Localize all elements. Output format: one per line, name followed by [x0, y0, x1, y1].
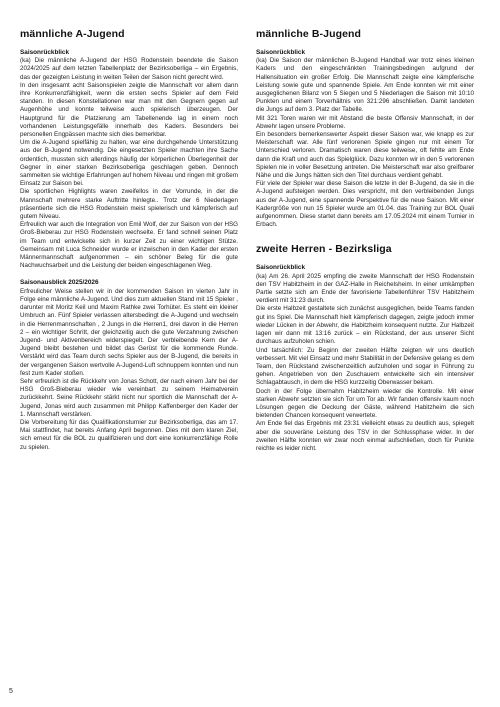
right-column [256, 28, 474, 453]
paragraph: In den insgesamt acht Saisonspielen zeigte die Mannschaft vor allem dann ihre Konkurrenzfähigkeit, wenn die ersten sechs Spieler auf dem Feld standen. In diesen Konstellationen war man mit den Gegnern gegen auf Augenhöhe und konnte teilweise auch spielerisch überzeugen. Der Hauptgrund für die Platzierung am Tabellenende lag in einem noch vorhandenen Leistungsgefälle innerhalb des Kaders. Besonders bei personellen Engpässen machte sich dies bemerkbar. [20, 81, 238, 139]
paragraph: Und tatsächlich: Zu Beginn der zweiten Hälfte zeigten wir uns deutlich verbessert. Mit viel Einsatz und mehr Stabilität in der Defensive gelang es dem Team, den Rückstand zwischenzeitlich aufzuholen und sogar in Führung zu gehen. Angetrieben von den Zuschauern entwickelte sich ein intensiver Schlagabtausch, in dem die HSG kurzzeitig Oberwasser bekam. [256, 346, 474, 387]
paragraph: Um die A-Jugend spielfähig zu halten, war eine durchgehende Unterstützung aus der B-Jugend notwendig. Die eingesetzten Spieler machten ihre Sache ordentlich, mussten sich allerdings häufig der körperlichen Überlegenheit der Gegner in einer starken Bezirksoberliga geschlagen geben. Dennoch sammelten sie wichtige Erfahrungen auf hohem Niveau und ringen mit großem Einsatz zur Saison bei. [20, 139, 238, 188]
paragraph: Die sportlichen Highlights waren zweifellos in der Vorrunde, in der die Mannschaft mehrere starke Auftritte hinlegte.. Trotz der 6 Niederlagen präsentierte sich die HSG Rodenstein meist spielerisch und kämpferisch auf gutem Niveau. [20, 188, 238, 221]
subheading-saisonrueckblick-herren: Saisonrückblick [256, 264, 306, 272]
page-number: 5 [9, 688, 13, 695]
paragraph: (ka) Am 26. April 2025 empfing die zweite Mannschaft der HSG Rodenstein den TSV Habitzheim in der GAZ-Halle in Reichelsheim. In einer umkämpften Partie setzte sich am Ende der favorisierte Tabellenführer TSV Habitzheim verdient mit 31:23 durch. [256, 272, 474, 305]
paragraph: Erfreulich war auch die Integration von Emil Wolf, der zur Saison von der HSG Groß-Bieberau zur HSG Rodenstein wechselte. Er fand schnell seinen Platz im Team und entwickelte sich in kurzer Zeit zu einer wichtigen Stütze. Gemeinsam mit Luca Schneider wurde er inzwischen in den Kader der ersten Männermannschaft aufgenommen – ein schöner Beleg für die gute Nachwuchsarbeit und die Leistung der beiden eingeschlagenen Weg. [20, 221, 238, 270]
paragraph: Mit 321 Toren waren wir mit Abstand die beste Offensiv Mannschaft, in der Abwehr lagen unsere Probleme. [256, 114, 474, 130]
left-column [20, 28, 238, 452]
paragraph: Am Ende fiel das Ergebnis mit 23:31 vielleicht etwas zu deutlich aus, spiegelt aber die souveräne Leistung des TSV in der Schlussphase wider. In der zweiten Hälfte konnten wir zwar noch einmal aufschließen, doch für Punkte reichte es leider nicht. [256, 420, 474, 452]
paragraph: Ein besonders bemerkenswerter Aspekt dieser Saison war, wie knapp es zur Meisterschaft war. Alle fünf verlorenen Spiele gingen nur mit einem Tor Unterschied verloren. Dramatisch waren diese teilweise, oft fehlte am Ende dann die Kraft und auch das Spielglück. Dazu konnten wir in den 5 verlorenen Spielen nie in voller Besetzung antreten. Die Meisterschaft war also greifbarer Nähe und die Jungs hätten sich den Titel durchaus verdient gehabt. [256, 131, 474, 180]
subheading-saisonrueckblick-b: Saisonrückblick [256, 49, 306, 56]
section-heading-b-jugend: männliche B-Jugend [256, 28, 362, 40]
subheading-saisonausblick: Saisonausblick 2025/2026 [20, 279, 99, 287]
paragraph: Die Vorbereitung für das Qualifikationsturnier zur Bezirksoberliga, das am 17. Mai stattfindet, hat bereits Anfang April begonnen. Dies mit dem klaren Ziel, sich erneut für die BOL zu qualifizieren und dort eine konkurrenzfähige Rolle zu spielen. [20, 418, 238, 451]
paragraph: (ka) Die Saison der männlichen B-Jugend Handball war trotz eines kleinen Kaders und den eingeschränkten Trainingsbedingen aufgrund der Hallensituation ein großer Erfolg. Die Mannschaft zeigte eine kämpferische Leistung sowie gute und spannende Spiele. Am Ende konnten wir mit einer ausgeglichenen Bilanz von 5 Siegen und 5 Niederlagen die Saison mit 10:10 Punkten und einem Torverhältnis von 321:296 abschließen. Damit landeten die Jungs auf dem 3. Platz der Tabelle. [256, 57, 474, 114]
paragraph: Erfreulicher Weise stellen wir in der kommenden Saison im vierten Jahr in Folge eine männliche A-Jugend. Und dies zum aktuellen Stand mit 15 Spieler , darunter mit Moritz Keil und Maxim Rathke zwei Torhüter. Es steht ein kleiner Umbruch an. Fünf Spieler verlassen altersbedingt die A-Jugend und wechseln in die Herrenmannschaften , 2 Jungs in die Herren1, drei davon in die Herren 2 – ein wichtiger Schritt, der gleichzeitig auch die gute Verzahnung zwischen Jugend- und Aktivenbereich widerspiegelt. Der verbleibende Kern der A-Jugend bleibt bestehen und bildet das Gerüst für die kommende Runde. Verstärkt wird das Team durch sechs Spieler aus der B-Jugend, die bereits in der vergangenen Saison wertvolle A-Jugend-Luft schnuppern konnten und nun fest zum Kader stoßen. [20, 287, 238, 377]
paragraph: (ka) Die männliche A-Jugend der HSG Rodenstein beendete die Saison 2024/2025 auf dem letzten Tabellenplatz der Bezirksoberliga – ein Ergebnis, das der gezeigten Leistung in weiten Teilen der Saison nicht gerecht wird. [20, 57, 238, 81]
paragraph: Für viele der Spieler war diese Saison die letzte in der B-Jugend, da sie in die A-Jugend aufsteigen werden. Dies verspricht, mit den verbleibenden Jungs aus der A-Jugend, eine spannende Perspektive für die neue Saison. Mit einer Kadergröße von nun 15 Spieler wurde am 01.04. das Training zur BOL Quali aufgenommen. Diese startet dann bereits am 17.05.2024 mit einem Turnier in Erbach. [256, 180, 474, 229]
paragraph: Doch in der Folge übernahm Habitzheim wieder die Kontrolle. Mit einer starken Abwehr setzten sie sich Tor um Tor ab. Wir fanden offensiv kaum noch Lösungen gegen die Deckung der Gäste, während Habitzheim die sich bietenden Chancen konsequent verwertete. [256, 387, 474, 420]
section-heading-a-jugend: männliche A-Jugend [20, 28, 125, 40]
paragraph: Sehr erfreulich ist die Rückkehr von Jonas Schott, der nach einem Jahr bei der HSG Groß-Bieberau wieder wie vereinbart zu seinem Heimatverein zurückkehrt. Seine Rückkehr stärkt nicht nur sportlich die Mannschaft der A-Jugend, Jonas wird auch zusammen mit Philipp Kaffenberger den Kader der 1. Mannschaft verstärken. [20, 377, 238, 418]
section-heading-zweite-herren: zweite Herren - Bezirksliga [256, 243, 392, 256]
subheading-saisonrueckblick-a: Saisonrückblick [20, 49, 70, 56]
paragraph: Die erste Halbzeit gestaltete sich zunächst ausgeglichen, beide Teams fanden gut ins Spiel. Die Mannschaft hielt kämpferisch dagegen, zeigte jedoch immer wieder Lücken in der Abwehr, die Habitzheim konsequent nutzte. Zur Halbzeit lagen wir dann mit 13:16 zurück – ein Rückstand, der aus unserer Sicht durchaus aufzuholen schien. [256, 305, 474, 346]
